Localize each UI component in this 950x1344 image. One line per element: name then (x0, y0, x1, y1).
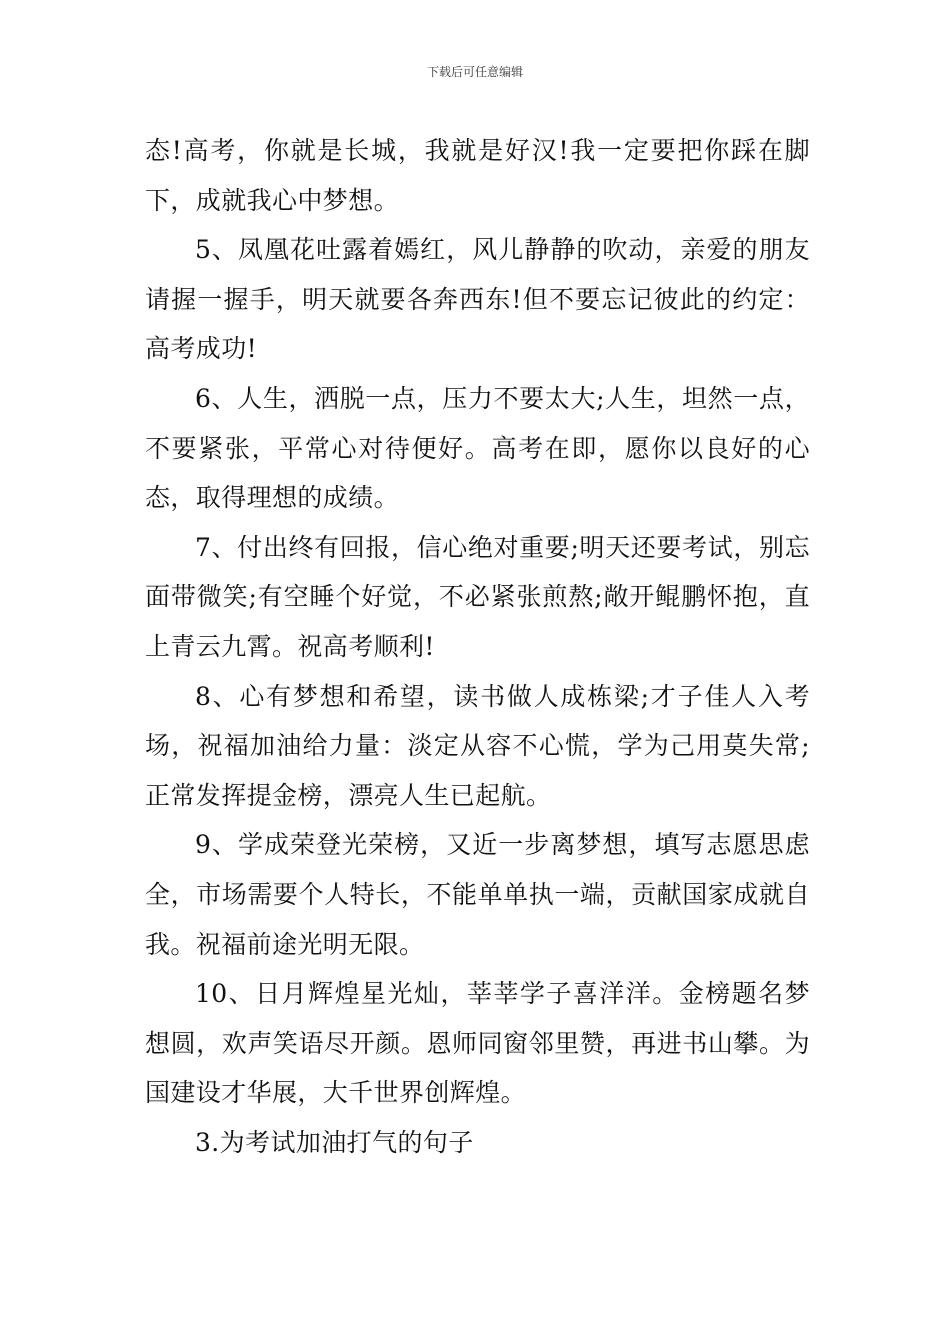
paragraph-item-8: 8、心有梦想和希望，读书做人成栋梁;才子佳人入考场，祝福加油给力量：淡定从容不心慌，学为己用莫失常;正常发挥提金榜，漂亮人生已起航。 (145, 681, 810, 810)
document-body (145, 126, 810, 1167)
paragraph-item-10: 10、日月辉煌星光灿，莘莘学子喜洋洋。金榜题名梦想圆，欢声笑语尽开颜。恩师同窗邻里赞，再进书山攀。为国建设才华展，大千世界创辉煌。 (145, 979, 810, 1108)
paragraph-item-6: 6、人生，洒脱一点，压力不要太大;人生，坦然一点，不要紧张，平常心对待便好。高考在即，愿你以良好的心态，取得理想的成绩。 (145, 383, 810, 513)
paragraph-continuation: 态!高考，你就是长城，我就是好汉!我一定要把你踩在脚下，成就我心中梦想。 (145, 136, 810, 215)
paragraph-item-5: 5、凤凰花吐露着嫣红，风儿静静的吹动，亲爱的朋友请握一握手，明天就要各奔西东!但不要忘记彼此的约定：高考成功! (145, 235, 810, 364)
section-heading: 3.为考试加油打气的句子 (195, 1127, 474, 1157)
paragraph-item-9: 9、学成荣登光荣榜，又近一步离梦想，填写志愿思虑全，市场需要个人特长，不能单单执一端，贡献国家成就自我。祝福前途光明无限。 (145, 830, 810, 959)
page-header: 下载后可任意编辑 (426, 65, 523, 79)
paragraph-item-7: 7、付出终有回报，信心绝对重要;明天还要考试，别忘面带微笑;有空睡个好觉，不必紧张煎熬;敞开鲲鹏怀抱，直上青云九霄。祝高考顺利! (145, 532, 810, 661)
